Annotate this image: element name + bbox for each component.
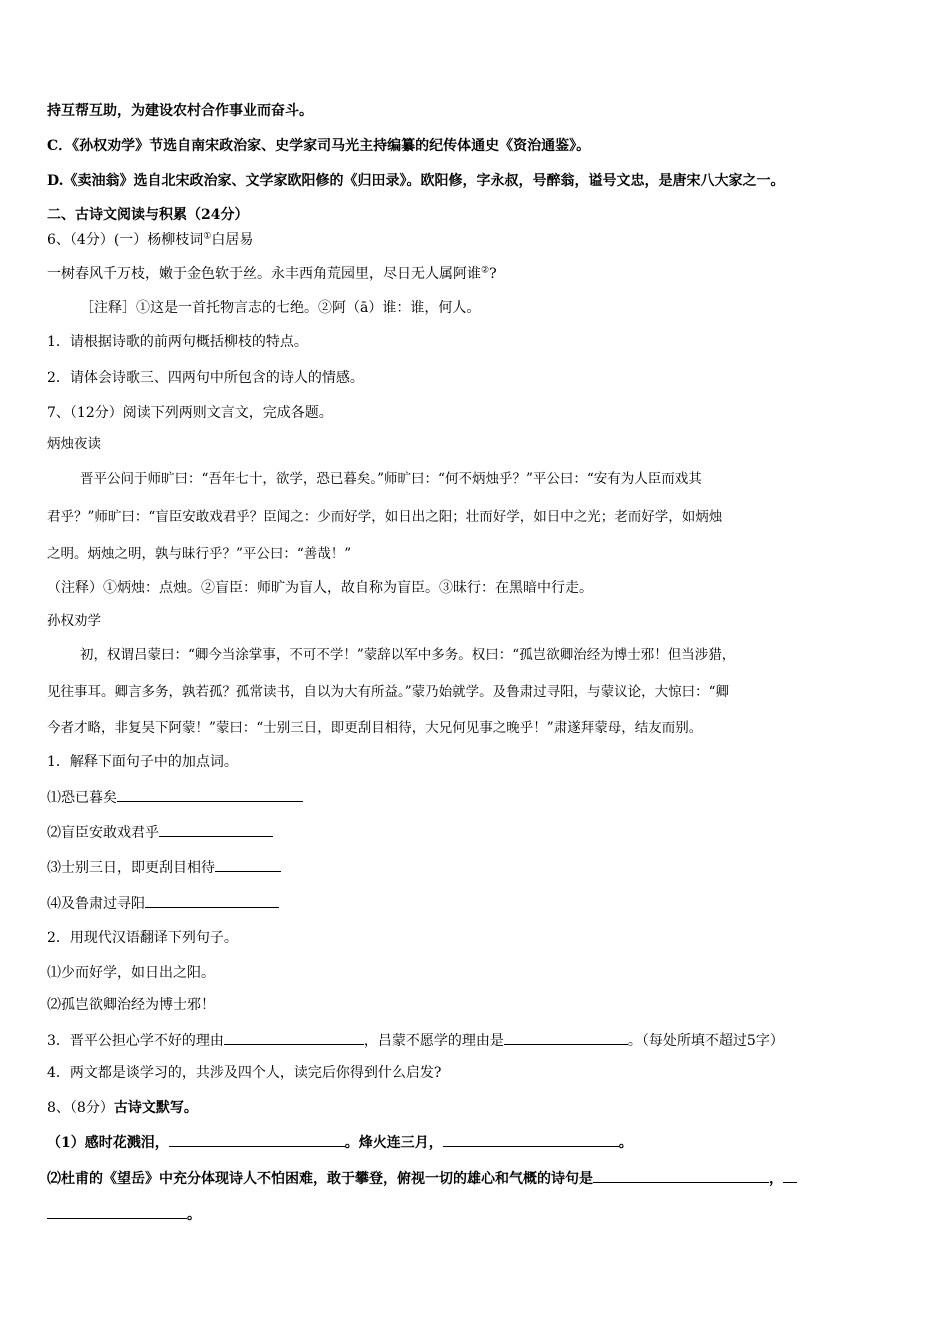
question-7-3-part1: 3．晋平公担心学不好的理由 bbox=[47, 1033, 224, 1049]
poem-text bbox=[47, 264, 497, 284]
translate-sentence: ⑵孤岂欲卿治经为博士邪！ bbox=[47, 997, 215, 1013]
section-heading: 二、古诗文阅读与积累（24分） bbox=[47, 207, 249, 223]
passage-1-notes: （注释）①炳烛：点烛。②盲臣：师旷为盲人，故自称为盲臣。③昧行：在黑暗中行走。 bbox=[47, 580, 593, 596]
footnote-mark: ② bbox=[481, 265, 490, 276]
sub-question-text: ⑴恐已暮矣 bbox=[47, 790, 117, 806]
question-8-1 bbox=[47, 1131, 633, 1153]
question-7-1: 1．解释下面句子中的加点词。 bbox=[47, 754, 238, 770]
answer-blank[interactable] bbox=[145, 892, 279, 908]
answer-blank[interactable] bbox=[169, 1131, 345, 1147]
question-8-title bbox=[47, 1098, 198, 1118]
sub-question bbox=[47, 892, 279, 914]
passage-2-line: 初，权谓吕蒙曰：“卿今当涂掌事，不可不学！”蒙辞以军中多务。权曰：“孤岂欲卿治经为博士邪！但当涉猎， bbox=[80, 647, 736, 663]
sub-question-text: ⑵盲臣安敢戏君乎 bbox=[47, 825, 159, 841]
answer-blank[interactable] bbox=[504, 1029, 628, 1045]
sub-question bbox=[47, 821, 273, 843]
passage-2-line: 今者才略，非复吴下阿蒙！”蒙曰：“士别三日，即更刮目相待，大兄何见事之晚乎！”肃遂拜蒙母，结友而别。 bbox=[47, 720, 703, 736]
question-8-score: 8、（8分） bbox=[47, 1100, 114, 1116]
poem-prompt: 。 bbox=[618, 1135, 633, 1151]
answer-blank[interactable] bbox=[117, 786, 303, 802]
poem-prompt: 。 bbox=[187, 1207, 201, 1223]
sub-question bbox=[47, 786, 303, 808]
poem-prompt: 。烽火连三月， bbox=[344, 1135, 443, 1151]
answer-blank[interactable] bbox=[593, 1167, 769, 1183]
poem-body: 一树春风千万枝，嫩于金色软于丝。永丰西角荒园里，尽日无人属阿谁 bbox=[47, 266, 481, 282]
passage-title-2: 孙权劝学 bbox=[47, 613, 101, 629]
question-6-title: 6、（4分）(一）杨柳枝词 bbox=[47, 232, 204, 248]
answer-blank[interactable] bbox=[224, 1029, 364, 1045]
passage-title-1: 炳烛夜读 bbox=[47, 436, 101, 452]
poem-prompt: （1）感时花溅泪， bbox=[47, 1135, 169, 1151]
poem-notes: ［注释］①这是一首托物言志的七绝。②阿（ā）谁：谁，何人。 bbox=[80, 300, 481, 316]
sub-question bbox=[47, 856, 281, 878]
question-7-title: 7、（12分）阅读下列两则文言文，完成各题。 bbox=[47, 405, 333, 421]
answer-blank[interactable] bbox=[47, 1203, 187, 1219]
answer-blank[interactable] bbox=[443, 1131, 619, 1147]
passage-2-line: 见往事耳。卿言多务，孰若孤？孤常读书，自以为大有所益。”蒙乃始就学。及鲁肃过寻阳，与蒙议论，大惊曰：“卿 bbox=[47, 684, 730, 700]
poem-author: 白居易 bbox=[211, 232, 254, 248]
poem-end: ? bbox=[489, 266, 497, 282]
question-7-4: 4．两文都是谈学习的，共涉及四个人，读完后你得到什么启发? bbox=[47, 1065, 442, 1081]
question-6-2: 2．请体会诗歌三、四两句中所包含的诗人的情感。 bbox=[47, 370, 364, 386]
text-line: 持互帮互助，为建设农村合作事业而奋斗。 bbox=[47, 103, 313, 119]
answer-blank[interactable] bbox=[159, 821, 273, 837]
passage-1-line: 君乎？”师旷曰：“盲臣安敢戏君乎？臣闻之：少而好学，如日出之阳；壮而好学，如日中之光；老而好学，如炳烛 bbox=[47, 509, 723, 525]
question-8-instruction: 古诗文默写。 bbox=[113, 1100, 198, 1116]
answer-blank[interactable] bbox=[783, 1167, 797, 1183]
question-8-2 bbox=[47, 1167, 797, 1189]
sub-question-text: ⑷及鲁肃过寻阳 bbox=[47, 896, 145, 912]
question-6-header bbox=[47, 230, 253, 250]
passage-1-line: 晋平公问于师旷曰：“吾年七十，欲学，恐已暮矣。”师旷曰：“何不炳烛乎？”平公曰：“安有为人臣而戏其 bbox=[80, 471, 702, 487]
option-c: C．《孙权劝学》节选自南宋政治家、史学家司马光主持编纂的纪传体通史《资治通鉴》。 bbox=[47, 138, 591, 154]
question-7-2: 2．用现代汉语翻译下列句子。 bbox=[47, 930, 238, 946]
question-7-3 bbox=[47, 1029, 784, 1051]
option-d: D.《卖油翁》选自北宋政治家、文学家欧阳修的《归田录》。欧阳修，字永叔，号醉翁，谥号文忠，是唐宋八大家之一。 bbox=[47, 173, 785, 189]
translate-sentence: ⑴少而好学，如日出之阳。 bbox=[47, 965, 215, 981]
footnote-mark: ① bbox=[203, 231, 212, 242]
sub-question-text: ⑶士别三日，即更刮目相待 bbox=[47, 860, 215, 876]
passage-1-line: 之明。炳烛之明，孰与昧行乎？”平公曰：“善哉！” bbox=[47, 546, 352, 562]
answer-blank[interactable] bbox=[215, 856, 281, 872]
question-7-3-part2: ，吕蒙不愿学的理由是 bbox=[363, 1033, 504, 1049]
question-8-2-cont bbox=[47, 1203, 201, 1225]
poem-prompt: ， bbox=[769, 1171, 783, 1187]
poem-prompt: ⑵杜甫的《望岳》中充分体现诗人不怕困难，敢于攀登，俯视一切的雄心和气概的诗句是 bbox=[47, 1171, 593, 1187]
question-6-1: 1．请根据诗歌的前两句概括柳枝的特点。 bbox=[47, 334, 308, 350]
question-7-3-part3: 。（每处所填不超过5字） bbox=[627, 1033, 784, 1049]
